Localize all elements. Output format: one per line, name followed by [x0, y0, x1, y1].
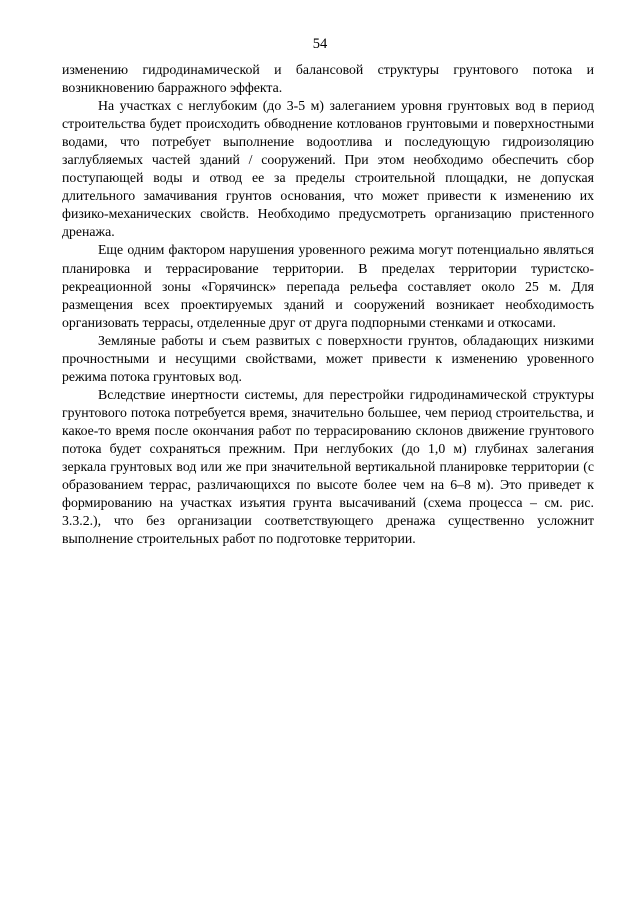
document-body [62, 61, 594, 548]
paragraph-system-inertia: Вследствие инертности системы, для перестройки гидродинамической структуры грунтового потока потребуется время, значительно большее, чем период строительства, и какое-то время после окончания работ по террасированию склонов движение грунтового потока будет сохраняться прежним. При неглубоких (до 1,0 м) глубинах залегания зеркала грунтовых вод или же при значительной вертикальной планировке территории (с образованием террас, различающихся по высоте более чем на 6–8 м). Это приведет к формированию на участках изъятия грунта высачиваний (схема процесса – см. рис. 3.3.2.), что без организации соответствующего дренажа существенно усложнит выполнение строительных работ по подготовке территории. [62, 386, 594, 547]
paragraph-terracing: Еще одним фактором нарушения уровенного режима могут потенциально являться планировка и террасирование территории. В пределах территории туристско-рекреационной зоны «Горячинск» перепада рельефа составляет около 25 м. Для размещения всех проектируемых зданий и сооружений возникает необходимость организовать террасы, отделенные друг от друга подпорными стенками и откосами. [62, 242, 594, 330]
paragraph-groundwater-construction: На участках с неглубоким (до 3-5 м) залеганием уровня грунтовых вод в период строительства будет происходить обводнение котлованов грунтовыми и поверхностными водами, что потребует выполнение водоотлива и последующую гидроизоляцию заглубляемых частей зданий / сооружений. При этом необходимо обеспечить сбор поступающей воды и отвод ее за пределы строительной площадки, не допуская длительного замачивания грунтов основания, что может привести к изменению их физико-механических свойств. Необходимо предусмотреть организацию пристенного дренажа. [62, 98, 594, 240]
page-number: 54 [312, 36, 328, 52]
paragraph-earthworks: Земляные работы и съем развитых с поверхности грунтов, обладающих низкими прочностными и несущими свойствами, может привести к изменению уровенного режима потока грунтовых вод. [62, 332, 594, 384]
paragraph-continuation: изменению гидродинамической и балансовой структуры грунтового потока и возникновению барражного эффекта. [62, 62, 594, 96]
